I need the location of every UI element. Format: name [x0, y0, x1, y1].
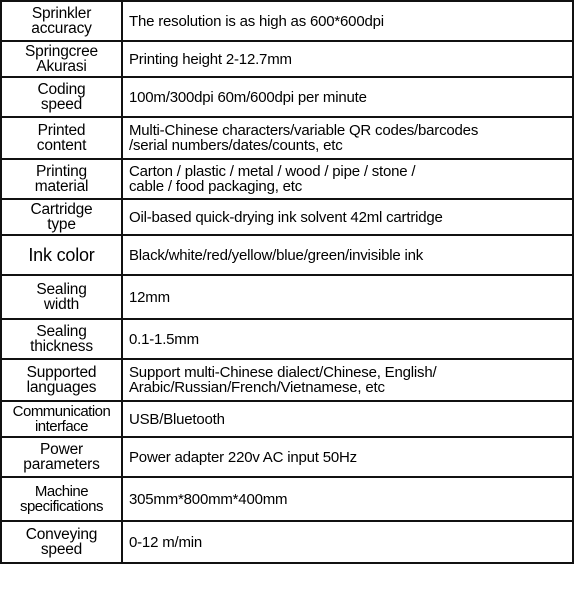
- spec-label-line: speed: [40, 96, 83, 113]
- spec-label-line: Sealing: [36, 281, 87, 298]
- spec-label-sprinkler-accuracy: [1, 1, 122, 41]
- spec-label-line: Machine: [34, 483, 89, 500]
- spec-value-springcree-akurasi: [122, 41, 573, 77]
- table-row: [1, 1, 573, 41]
- spec-label-line: interface: [34, 418, 89, 435]
- spec-label-line: Conveying: [25, 526, 98, 543]
- spec-label-line: specifications: [19, 498, 104, 515]
- spec-label-coding-speed: [1, 77, 122, 117]
- spec-value-line: 12mm: [129, 288, 170, 306]
- spec-label-line: speed: [40, 541, 83, 558]
- spec-value-line: 100m/300dpi 60m/600dpi per minute: [129, 88, 367, 106]
- spec-value-ink-color: [122, 235, 573, 275]
- spec-value-line: Support multi-Chinese dialect/Chinese, English/: [129, 364, 437, 381]
- spec-value-line: Printing height 2-12.7mm: [129, 50, 292, 68]
- spec-label-line: parameters: [23, 456, 100, 473]
- table-row: [1, 437, 573, 477]
- table-row: [1, 199, 573, 235]
- spec-value-supported-languages: [122, 359, 573, 401]
- spec-value-sealing-width: [122, 275, 573, 319]
- table-row: [1, 401, 573, 437]
- spec-label-line: Coding: [37, 81, 86, 98]
- spec-label-communication-interface: [1, 401, 122, 437]
- spec-label-line: languages: [26, 379, 97, 396]
- spec-value-sealing-thickness: [122, 319, 573, 359]
- spec-label-printing-material: [1, 159, 122, 199]
- spec-value-communication-interface: [122, 401, 573, 437]
- spec-label-line: Ink color: [28, 245, 95, 265]
- spec-label-line: Sealing: [36, 323, 87, 340]
- spec-value-conveying-speed: [122, 521, 573, 563]
- spec-value-line: /serial numbers/dates/counts, etc: [129, 137, 343, 154]
- table-row: [1, 77, 573, 117]
- spec-label-line: Printing: [36, 163, 87, 180]
- spec-value-line: Multi-Chinese characters/variable QR codes/barcodes: [129, 122, 479, 139]
- spec-label-line: width: [43, 296, 80, 313]
- spec-label-line: Power: [40, 441, 83, 458]
- spec-label-line: Cartridge: [30, 201, 93, 218]
- spec-value-cartridge-type: [122, 199, 573, 235]
- spec-value-power-parameters: [122, 437, 573, 477]
- table-row: [1, 117, 573, 159]
- table-row: [1, 41, 573, 77]
- spec-label-line: Communication: [12, 403, 111, 420]
- spec-label-line: accuracy: [31, 20, 92, 37]
- spec-value-line: The resolution is as high as 600*600dpi: [129, 12, 384, 30]
- spec-label-line: Printed: [37, 122, 86, 139]
- spec-label-cartridge-type: [1, 199, 122, 235]
- spec-label-line: Springcree: [25, 43, 98, 60]
- spec-value-coding-speed: [122, 77, 573, 117]
- table-row: [1, 521, 573, 563]
- spec-value-machine-specifications: [122, 477, 573, 521]
- spec-value-line: Carton / plastic / metal / wood / pipe / stone /: [129, 163, 416, 180]
- spec-label-line: Supported: [26, 364, 97, 381]
- spec-label-machine-specifications: [1, 477, 122, 521]
- spec-label-ink-color: [1, 235, 122, 275]
- spec-label-conveying-speed: [1, 521, 122, 563]
- spec-label-line: material: [34, 178, 89, 195]
- spec-label-line: Sprinkler: [31, 5, 92, 22]
- spec-value-line: Oil-based quick-drying ink solvent 42ml cartridge: [129, 208, 443, 226]
- spec-label-line: thickness: [30, 338, 93, 355]
- spec-value-line: Black/white/red/yellow/blue/green/invisible ink: [129, 246, 424, 264]
- spec-value-line: cable / food packaging, etc: [129, 178, 303, 195]
- spec-value-line: 0.1-1.5mm: [129, 330, 199, 348]
- spec-label-supported-languages: [1, 359, 122, 401]
- spec-value-printed-content: [122, 117, 573, 159]
- spec-value-line: 0-12 m/min: [129, 533, 203, 551]
- spec-value-printing-material: [122, 159, 573, 199]
- table-row: [1, 359, 573, 401]
- spec-value-line: Arabic/Russian/French/Vietnamese, etc: [129, 379, 385, 396]
- table-row: [1, 477, 573, 521]
- spec-label-sealing-width: [1, 275, 122, 319]
- spec-value-line: 305mm*800mm*400mm: [129, 490, 288, 508]
- spec-label-line: type: [47, 216, 76, 233]
- table-row: [1, 319, 573, 359]
- spec-label-line: Akurasi: [36, 58, 87, 75]
- table-row: [1, 275, 573, 319]
- spec-label-sealing-thickness: [1, 319, 122, 359]
- spec-value-line: USB/Bluetooth: [129, 410, 225, 428]
- spec-label-power-parameters: [1, 437, 122, 477]
- spec-table-body: [1, 1, 573, 563]
- spec-value-line: Power adapter 220v AC input 50Hz: [129, 448, 357, 466]
- spec-value-sprinkler-accuracy: [122, 1, 573, 41]
- spec-label-printed-content: [1, 117, 122, 159]
- table-row: [1, 235, 573, 275]
- spec-label-line: content: [36, 137, 87, 154]
- table-row: [1, 159, 573, 199]
- spec-label-springcree-akurasi: [1, 41, 122, 77]
